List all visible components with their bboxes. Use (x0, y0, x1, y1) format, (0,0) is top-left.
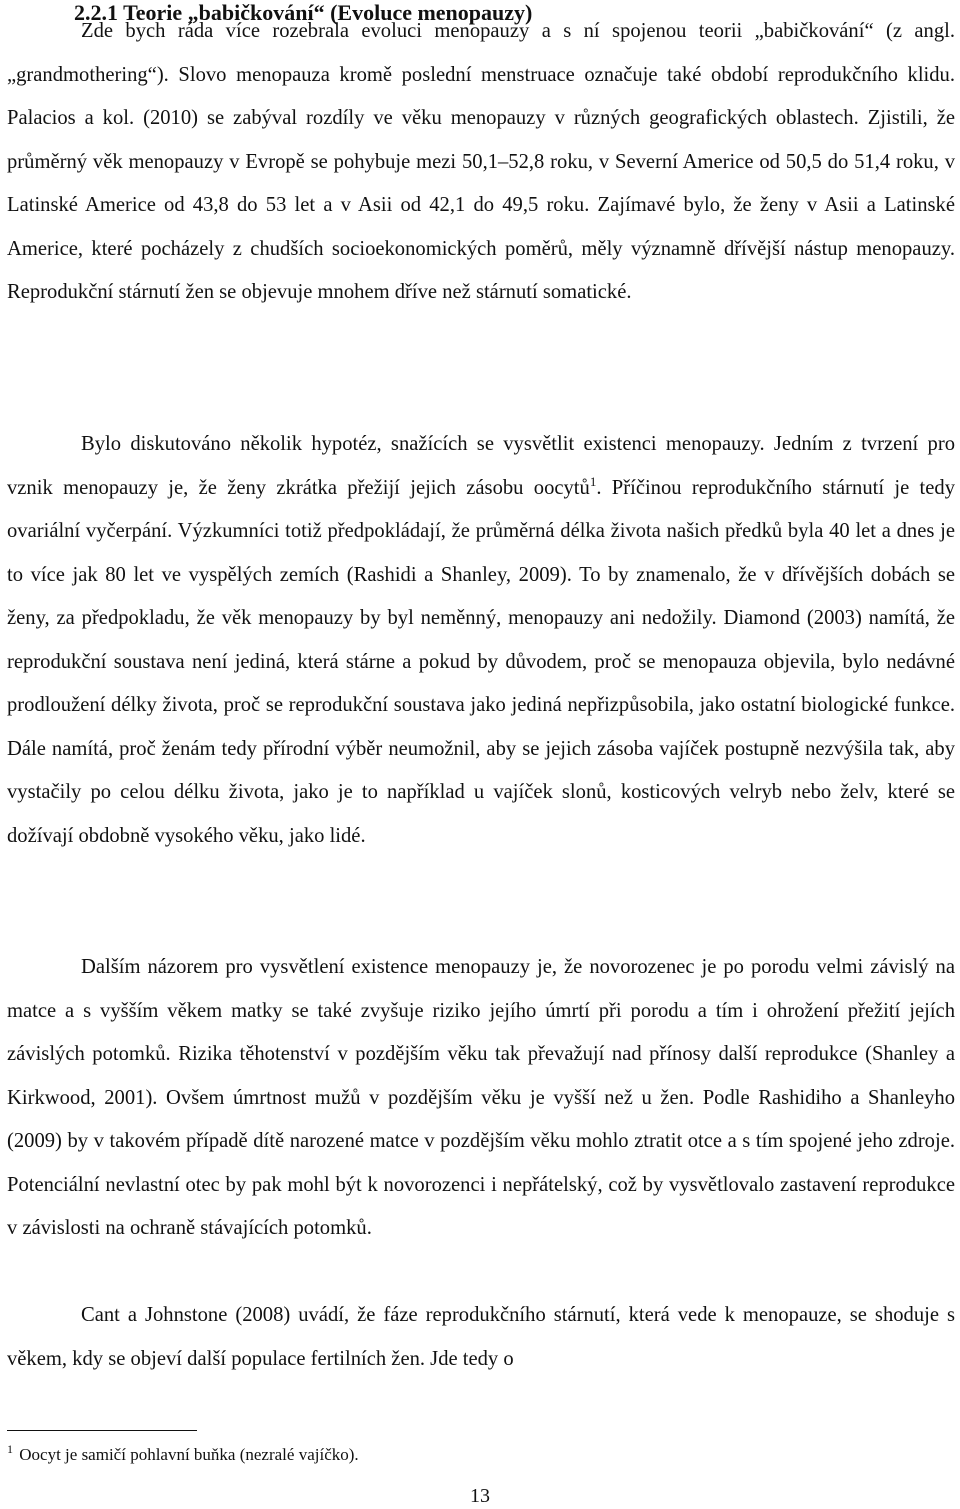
footnote-mark: 1 (7, 1442, 13, 1456)
footnote-reference[interactable]: 1 (589, 473, 597, 489)
section-heading: 2.2.1 Teorie „babičkování“ (Evoluce menopauzy) (74, 0, 533, 25)
paragraph-intro: Zde bych ráda více rozebrala evoluci menopauzy a s ní spojenou teorii „babičkování“ (z angl. „grandmothering“). Slovo menopauza kromě poslední menstruace označuje také období reprodukčního klidu. Palacios a kol. (2010) se zabýval rozdíly ve věku menopauzy v různých geografických oblastech. Zjistili, že průměrný věk menopauzy v Evropě se pohybuje mezi 50,1–52,8 roku, v Severní Americe od 50,5 do 51,4 roku, v Latinské Americe od 43,8 do 53 let a v Asii od 42,1 do 49,5 roku. Zajímavé bylo, že ženy v Asii a Latinské Americe, které pocházely z chudších socioekonomických poměrů, měly významně dřívější nástup menopauzy. Reprodukční stárnutí žen se objevuje mnohem dříve než stárnutí somatické. (7, 20, 955, 303)
footnote (7, 1438, 359, 1466)
paragraph-cant-johnstone: Cant a Johnstone (2008) uvádí, že fáze reprodukčního stárnutí, která vede k menopauze, se shoduje s věkem, kdy se objeví další populace fertilních žen. Jde tedy o (7, 1304, 955, 1370)
paragraph-hypotheses-part2: . Příčinou reprodukčního stárnutí je tedy ovariální vyčerpání. Výzkumníci totiž předpokládají, že průměrná délka života našich předků byla 40 let a dnes je to více jak 80 let ve vyspělých zemích (Rashidi a Shanley, 2009). To by znamenalo, že v dřívějších dobách se ženy, za předpokladu, že věk menopauzy by byl neměnný, menopauzy ani nedožily. Diamond (2003) namítá, že reprodukční soustava není jediná, která stárne a pokud by důvodem, proč se menopauza objevila, bylo nedávné prodloužení délky života, proč se reprodukční soustava jako jediná nepřizpůsobila, jako ostatní biologické funkce. Dále namítá, proč ženám tedy přírodní výběr neumožnil, aby se jejich zásoba vajíček postupně nezvýšila tak, aby vystačily po celou délku života, jako je to například u vajíček slonů, kosticových velryb nebo želv, které se dožívají obdobně vysokého věku, jako lidé. (7, 476, 956, 847)
footnote-divider (7, 1430, 197, 1431)
footnote-text: Oocyt je samičí pohlavní buňka (nezralé vajíčko). (19, 1445, 359, 1464)
page-number: 13 (470, 1485, 490, 1507)
paragraph-hypotheses-part1: Bylo diskutováno několik hypotéz, snažících se vysvětlit existenci menopauzy. Jedním z tvrzení pro vznik menopauzy je, že ženy zkrátka přežijí jejich zásobu oocytů (7, 433, 955, 499)
paragraph-hypotheses (7, 423, 955, 858)
paragraph-dependency: Dalším názorem pro vysvětlení existence menopauzy je, že novorozenec je po porodu velmi závislý na matce a s vyšším věkem matky se také zvyšuje riziko jejího úmrtí při porodu a tím i ohrožení přežití jejích závislých potomků. Rizika těhotenství v pozdějším věku tak převažují nad přínosy další reprodukce (Shanley a Kirkwood, 2001). Ovšem úmrtnost mužů v pozdějším věku je vyšší než u žen. Podle Rashidiho a Shanleyho (2009) by v takovém případě dítě narozené matce v pozdějším věku mohlo ztratit otce a s tím spojené jeho zdroje. Potenciální nevlastní otec by pak mohl být k novorozenci i nepřátelský, což by vysvětlovalo zastavení reprodukce v závislosti na ochraně stávajících potomků. (7, 956, 955, 1239)
